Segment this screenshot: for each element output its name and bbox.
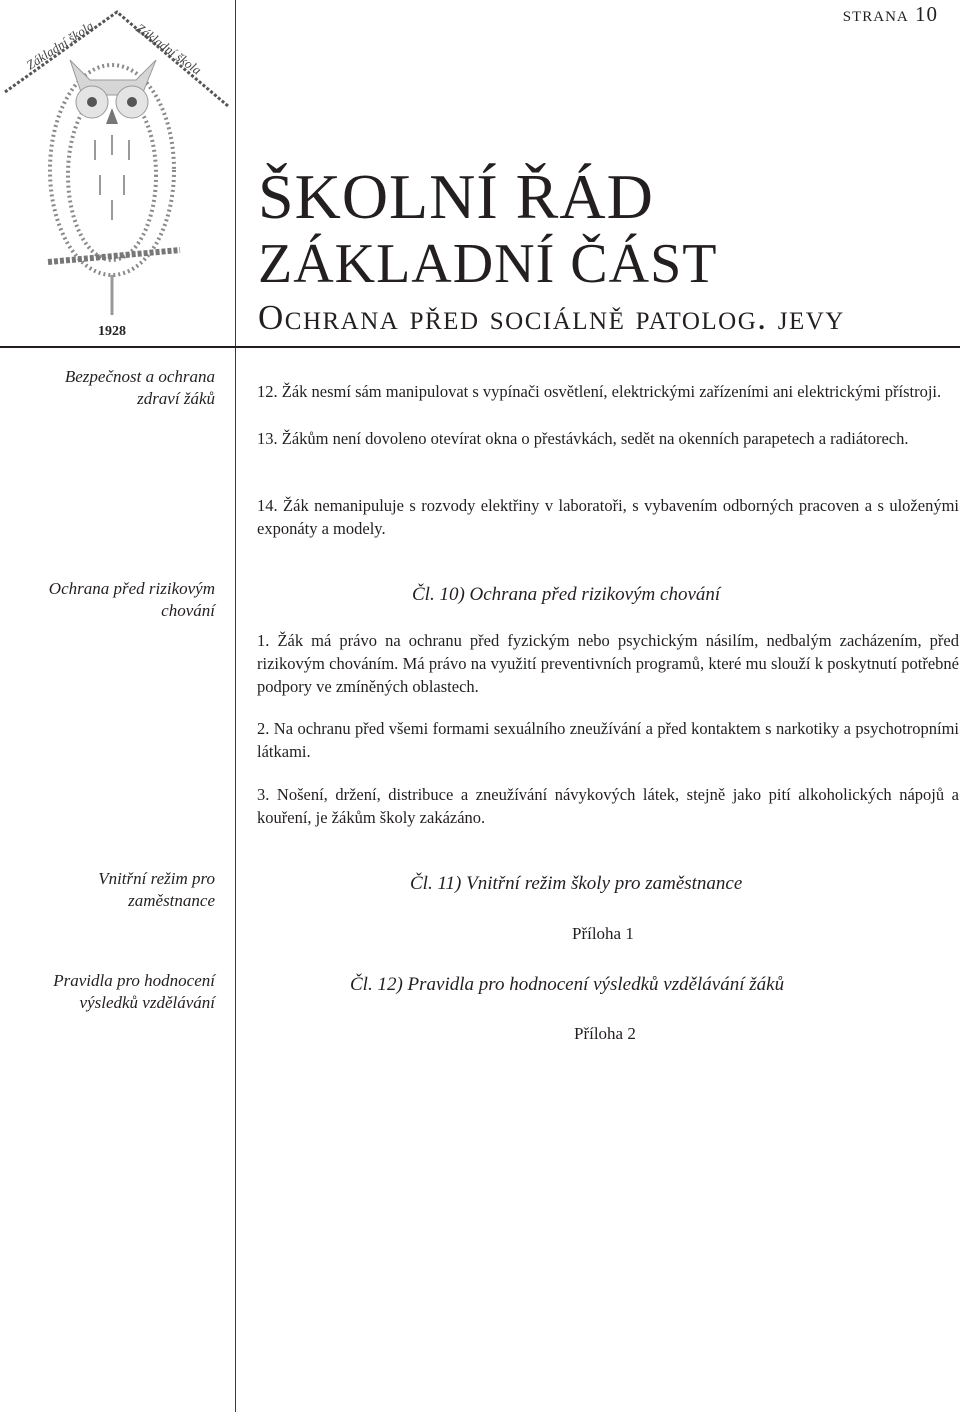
logo-motto: Základní škola xyxy=(23,18,97,73)
page-title-part: ZÁKLADNÍ ČÁST xyxy=(258,233,718,295)
article-11-heading: Čl. 11) Vnitřní režim školy pro zaměstnance xyxy=(410,873,743,894)
page-number: strana 10 xyxy=(842,2,938,26)
attachment-1: Příloha 1 xyxy=(572,924,634,943)
section-subtitle: Ochrana před sociálně patolog. jevy xyxy=(258,298,845,337)
article-10-item-3: 3. Nošení, držení, distribuce a zneužívání návykových látek, stejně jako pití alkoholických nápojů a kouření, je žákům školy zakázáno. xyxy=(257,785,959,827)
attachment-2: Příloha 2 xyxy=(574,1024,636,1043)
article-10-heading: Čl. 10) Ochrana před rizikovým chování xyxy=(412,584,721,605)
sidebar-risk: Ochrana před rizikovým chování xyxy=(48,579,215,620)
safety-item-13: 13. Žákům není dovoleno otevírat okna o přestávkách, sedět na okenních parapetech a radiátorech. xyxy=(257,429,909,448)
column-divider xyxy=(235,0,236,1412)
safety-item-12: 12. Žák nesmí sám manipulovat s vypínači osvětlení, elektrickými zařízeními ani elektrickými přístroji. xyxy=(257,382,942,401)
article-10-item-2: 2. Na ochranu před všemi formami sexuálního zneužívání a před kontaktem s narkotiky a psychotropními látkami. xyxy=(257,719,959,761)
logo-year: 1928 xyxy=(98,324,126,339)
article-12-heading: Čl. 12) Pravidla pro hodnocení výsledků vzdělávání žáků xyxy=(350,974,785,995)
school-owl-logo xyxy=(0,0,232,345)
sidebar-safety: Bezpečnost a ochrana zdraví žáků xyxy=(64,367,215,408)
page-title: ŠKOLNÍ ŘÁD xyxy=(258,161,654,232)
safety-item-14: 14. Žák nemanipuluje s rozvody elektřiny v laboratoři, s vybavením odborných pracoven a s uloženými exponáty a modely. xyxy=(257,496,959,538)
sidebar-regime: Vnitřní režim pro zaměstnance xyxy=(98,869,215,910)
sidebar-evaluation: Pravidla pro hodnocení výsledků vzdělávání xyxy=(53,971,215,1012)
article-10-item-1: 1. Žák má právo na ochranu před fyzickým nebo psychickým násilím, nedbalým zacházením, před rizikovým chováním. Má právo na využití preventivních programů, které mu slouží k poskytnutí potřebné podpory ve zmíněných oblastech. xyxy=(257,631,959,696)
svg-text:Základní škola: Základní škola xyxy=(133,20,205,78)
header-rule xyxy=(0,346,960,348)
